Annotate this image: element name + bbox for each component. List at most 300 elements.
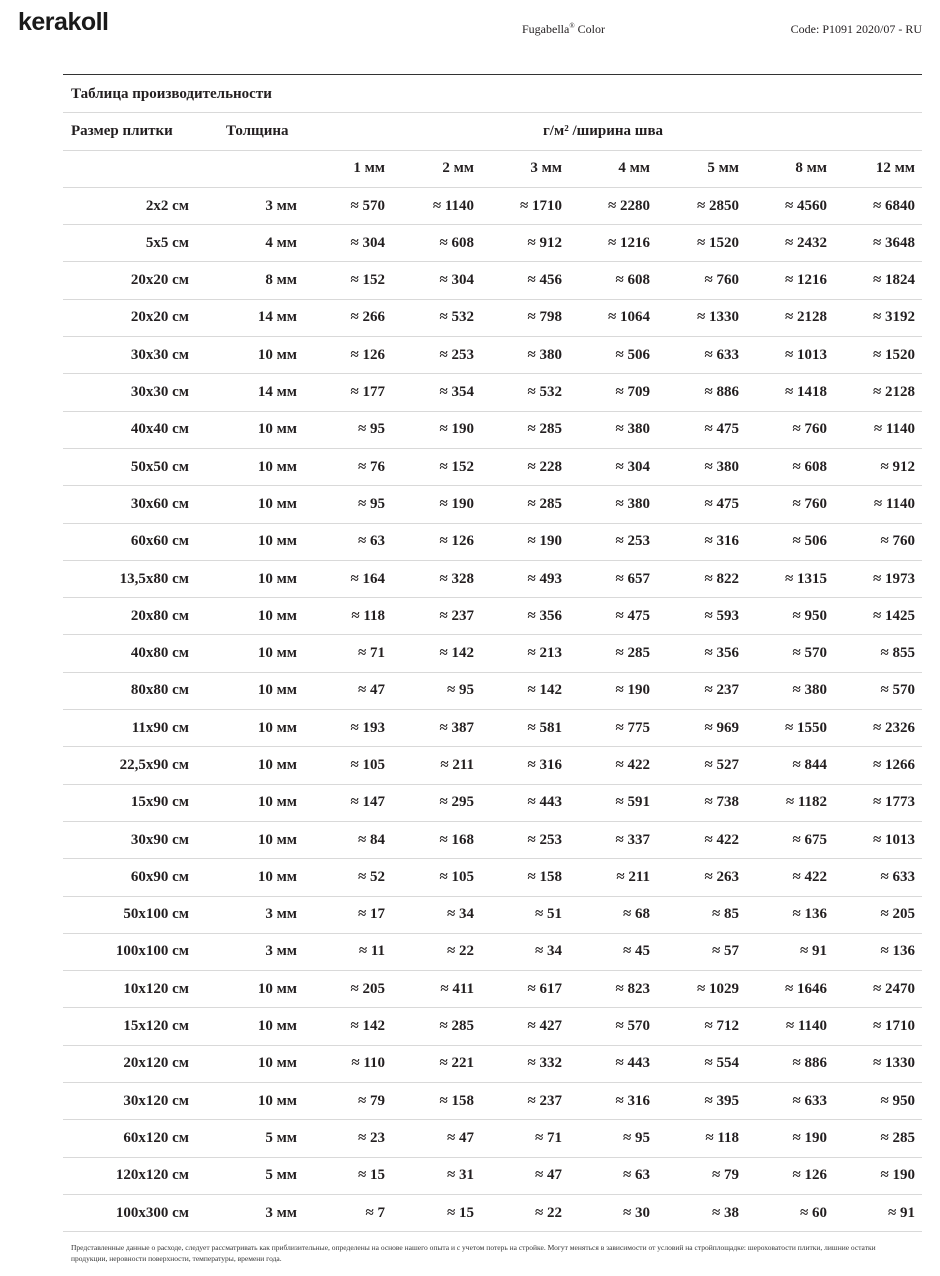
footnote: Представленные данные о расходе, следует рассматривать как приблизительные, определены на основе нашего опыта и с учетом потерь на стройке. Могут меняться в зависимости от условий на стройплощадке: шероховатости плитки, лишние остатки продукции, неровности поверхности, температуры, времени года.: [71, 1243, 876, 1263]
consumption-value-cell: ≈ 285: [615, 645, 650, 662]
table-row: [63, 1120, 922, 1157]
thickness-cell: 10 мм: [257, 756, 297, 773]
thickness-cell: 14 мм: [257, 309, 297, 326]
thickness-cell: 10 мм: [257, 682, 297, 699]
table-row: [63, 673, 922, 710]
thickness-cell: 10 мм: [257, 346, 297, 363]
consumption-value-cell: ≈ 22: [447, 943, 474, 960]
consumption-value-cell: ≈ 105: [439, 868, 474, 885]
consumption-value-cell: ≈ 126: [792, 1167, 827, 1184]
consumption-value-cell: ≈ 709: [615, 384, 650, 401]
consumption-value-cell: ≈ 152: [439, 458, 474, 475]
consumption-value-cell: ≈ 221: [439, 1055, 474, 1072]
consumption-value-cell: ≈ 443: [527, 794, 562, 811]
consumption-value-cell: ≈ 527: [704, 756, 739, 773]
consumption-value-cell: ≈ 3648: [873, 234, 915, 251]
table-row: [63, 785, 922, 822]
consumption-value-cell: ≈ 164: [350, 570, 385, 587]
consumption-value-cell: ≈ 950: [880, 1092, 915, 1109]
consumption-value-cell: ≈ 1140: [873, 421, 915, 438]
tile-size-cell: 20x80 см: [130, 607, 189, 624]
thickness-cell: 10 мм: [257, 570, 297, 587]
consumption-value-cell: ≈ 190: [792, 1129, 827, 1146]
consumption-value-cell: ≈ 136: [880, 943, 915, 960]
tile-size-cell: 13,5x80 см: [119, 570, 189, 587]
consumption-value-cell: ≈ 158: [439, 1092, 474, 1109]
column-group-header: г/м² /ширина шва: [543, 122, 664, 139]
consumption-value-cell: ≈ 168: [439, 831, 474, 848]
consumption-value-cell: ≈ 1315: [785, 570, 827, 587]
consumption-value-cell: ≈ 91: [888, 1204, 915, 1221]
table-row: [63, 337, 922, 374]
consumption-value-cell: ≈ 475: [704, 495, 739, 512]
consumption-value-cell: ≈ 152: [350, 272, 385, 289]
registered-mark: ®: [569, 22, 575, 30]
consumption-value-cell: ≈ 4560: [785, 197, 827, 214]
consumption-value-cell: ≈ 2128: [785, 309, 827, 326]
table-row: [63, 635, 922, 672]
tile-size-cell: 30x30 см: [130, 346, 189, 363]
table-row: [63, 374, 922, 411]
consumption-value-cell: ≈ 6840: [873, 197, 915, 214]
consumption-value-cell: ≈ 1646: [785, 980, 827, 997]
consumption-value-cell: ≈ 1140: [785, 1018, 827, 1035]
joint-width-header: 4 мм: [618, 160, 650, 177]
consumption-value-cell: ≈ 158: [527, 868, 562, 885]
consumption-value-cell: ≈ 31: [447, 1167, 474, 1184]
consumption-value-cell: ≈ 570: [615, 1018, 650, 1035]
consumption-value-cell: ≈ 912: [527, 234, 562, 251]
thickness-cell: 10 мм: [257, 1018, 297, 1035]
consumption-value-cell: ≈ 912: [880, 458, 915, 475]
consumption-value-cell: ≈ 822: [704, 570, 739, 587]
consumption-value-cell: ≈ 608: [615, 272, 650, 289]
consumption-value-cell: ≈ 95: [623, 1129, 650, 1146]
consumption-value-cell: ≈ 95: [358, 495, 385, 512]
consumption-value-cell: ≈ 316: [615, 1092, 650, 1109]
thickness-cell: 10 мм: [257, 868, 297, 885]
consumption-value-cell: ≈ 1140: [873, 495, 915, 512]
thickness-cell: 5 мм: [265, 1129, 297, 1146]
tile-size-cell: 22,5x90 см: [119, 756, 189, 773]
tile-size-cell: 11x90 см: [131, 719, 189, 736]
consumption-value-cell: ≈ 633: [792, 1092, 827, 1109]
consumption-value-cell: ≈ 570: [792, 645, 827, 662]
consumption-value-cell: ≈ 79: [712, 1167, 739, 1184]
consumption-value-cell: ≈ 68: [623, 906, 650, 923]
consumption-table: [63, 76, 922, 1232]
consumption-value-cell: ≈ 633: [880, 868, 915, 885]
product-name-text: Fugabella: [522, 22, 570, 36]
consumption-value-cell: ≈ 506: [615, 346, 650, 363]
table-row: [63, 897, 922, 934]
table-row: [63, 1008, 922, 1045]
product-name: [522, 22, 605, 37]
thickness-cell: 5 мм: [265, 1167, 297, 1184]
consumption-value-cell: ≈ 608: [792, 458, 827, 475]
thickness-cell: 10 мм: [257, 794, 297, 811]
tile-size-cell: 50x100 см: [123, 906, 189, 923]
thickness-cell: 4 мм: [265, 234, 297, 251]
consumption-value-cell: ≈ 285: [527, 495, 562, 512]
consumption-value-cell: ≈ 76: [358, 458, 385, 475]
table-row: [63, 524, 922, 561]
consumption-value-cell: ≈ 380: [527, 346, 562, 363]
consumption-value-cell: ≈ 2128: [873, 384, 915, 401]
tile-size-cell: 60x120 см: [123, 1129, 189, 1146]
consumption-value-cell: ≈ 47: [358, 682, 385, 699]
table-row: [63, 710, 922, 747]
tile-size-cell: 30x90 см: [130, 831, 189, 848]
joint-width-header: 3 мм: [530, 160, 562, 177]
tile-size-cell: 100x100 см: [115, 943, 189, 960]
table-row: [63, 747, 922, 784]
consumption-value-cell: ≈ 263: [704, 868, 739, 885]
consumption-value-cell: ≈ 1710: [520, 197, 562, 214]
consumption-value-cell: ≈ 387: [439, 719, 474, 736]
consumption-value-cell: ≈ 2280: [608, 197, 650, 214]
table-row: [63, 486, 922, 523]
consumption-value-cell: ≈ 47: [535, 1167, 562, 1184]
consumption-value-cell: ≈ 1520: [697, 234, 739, 251]
consumption-value-cell: ≈ 71: [535, 1129, 562, 1146]
consumption-value-cell: ≈ 532: [439, 309, 474, 326]
consumption-value-cell: ≈ 422: [704, 831, 739, 848]
consumption-value-cell: ≈ 886: [704, 384, 739, 401]
joint-width-header: 12 мм: [875, 160, 915, 177]
consumption-value-cell: ≈ 1824: [873, 272, 915, 289]
consumption-value-cell: ≈ 581: [527, 719, 562, 736]
consumption-value-cell: ≈ 1013: [785, 346, 827, 363]
column-header-thickness: Толщина: [226, 122, 289, 139]
consumption-value-cell: ≈ 237: [439, 607, 474, 624]
thickness-cell: 3 мм: [265, 943, 297, 960]
table-row: [63, 971, 922, 1008]
consumption-value-cell: ≈ 593: [704, 607, 739, 624]
consumption-value-cell: ≈ 2432: [785, 234, 827, 251]
consumption-value-cell: ≈ 15: [358, 1167, 385, 1184]
table-row: [63, 412, 922, 449]
consumption-value-cell: ≈ 506: [792, 533, 827, 550]
column-header-size: Размер плитки: [71, 122, 173, 139]
consumption-value-cell: ≈ 177: [350, 384, 385, 401]
consumption-value-cell: ≈ 1973: [873, 570, 915, 587]
consumption-value-cell: ≈ 1550: [785, 719, 827, 736]
thickness-cell: 3 мм: [265, 1204, 297, 1221]
kerakoll-logo: kerakoll: [18, 8, 109, 36]
consumption-value-cell: ≈ 1216: [608, 234, 650, 251]
consumption-value-cell: ≈ 190: [439, 421, 474, 438]
consumption-value-cell: ≈ 126: [350, 346, 385, 363]
consumption-value-cell: ≈ 84: [358, 831, 385, 848]
consumption-value-cell: ≈ 1710: [873, 1018, 915, 1035]
consumption-value-cell: ≈ 211: [440, 756, 474, 773]
consumption-value-cell: ≈ 205: [880, 906, 915, 923]
consumption-value-cell: ≈ 570: [880, 682, 915, 699]
consumption-value-cell: ≈ 118: [705, 1129, 739, 1146]
table-row: [63, 449, 922, 486]
joint-width-header: 5 мм: [707, 160, 739, 177]
consumption-value-cell: ≈ 1029: [697, 980, 739, 997]
consumption-value-cell: ≈ 126: [439, 533, 474, 550]
consumption-value-cell: ≈ 142: [439, 645, 474, 662]
consumption-value-cell: ≈ 213: [527, 645, 562, 662]
tile-size-cell: 60x60 см: [130, 533, 189, 550]
table-row: [63, 262, 922, 299]
table-header-row: [63, 113, 922, 150]
table-row: [63, 859, 922, 896]
tile-size-cell: 100x300 см: [115, 1204, 189, 1221]
tile-size-cell: 15x90 см: [130, 794, 189, 811]
consumption-value-cell: ≈ 738: [704, 794, 739, 811]
consumption-value-cell: ≈ 2326: [873, 719, 915, 736]
consumption-value-cell: ≈ 886: [792, 1055, 827, 1072]
table-row: [63, 598, 922, 635]
consumption-value-cell: ≈ 1425: [873, 607, 915, 624]
consumption-value-cell: ≈ 79: [358, 1092, 385, 1109]
consumption-value-cell: ≈ 266: [350, 309, 385, 326]
consumption-value-cell: ≈ 1140: [432, 197, 474, 214]
consumption-value-cell: ≈ 190: [880, 1167, 915, 1184]
consumption-value-cell: ≈ 380: [704, 458, 739, 475]
consumption-value-cell: ≈ 237: [527, 1092, 562, 1109]
consumption-value-cell: ≈ 760: [704, 272, 739, 289]
consumption-value-cell: ≈ 760: [880, 533, 915, 550]
table-row: [63, 934, 922, 971]
tile-size-cell: 60x90 см: [130, 868, 189, 885]
consumption-value-cell: ≈ 760: [792, 421, 827, 438]
consumption-value-cell: ≈ 17: [358, 906, 385, 923]
consumption-value-cell: ≈ 1064: [608, 309, 650, 326]
consumption-value-cell: ≈ 45: [623, 943, 650, 960]
consumption-value-cell: ≈ 1520: [873, 346, 915, 363]
consumption-value-cell: ≈ 427: [527, 1018, 562, 1035]
consumption-value-cell: ≈ 475: [615, 607, 650, 624]
thickness-cell: 10 мм: [257, 980, 297, 997]
consumption-value-cell: ≈ 775: [615, 719, 650, 736]
consumption-value-cell: ≈ 798: [527, 309, 562, 326]
consumption-value-cell: ≈ 1773: [873, 794, 915, 811]
consumption-value-cell: ≈ 190: [615, 682, 650, 699]
tile-size-cell: 10x120 см: [123, 980, 189, 997]
thickness-cell: 10 мм: [257, 1055, 297, 1072]
thickness-cell: 3 мм: [265, 197, 297, 214]
consumption-value-cell: ≈ 38: [712, 1204, 739, 1221]
thickness-cell: 10 мм: [257, 1092, 297, 1109]
consumption-value-cell: ≈ 295: [439, 794, 474, 811]
consumption-value-cell: ≈ 532: [527, 384, 562, 401]
consumption-value-cell: ≈ 285: [880, 1129, 915, 1146]
consumption-value-cell: ≈ 332: [527, 1055, 562, 1072]
consumption-value-cell: ≈ 380: [615, 495, 650, 512]
consumption-value-cell: ≈ 304: [350, 234, 385, 251]
tile-size-cell: 20x20 см: [130, 309, 189, 326]
tile-size-cell: 5x5 см: [145, 234, 189, 251]
consumption-value-cell: ≈ 211: [616, 868, 650, 885]
consumption-value-cell: ≈ 228: [527, 458, 562, 475]
consumption-value-cell: ≈ 855: [880, 645, 915, 662]
joint-width-header: 1 мм: [353, 160, 385, 177]
consumption-value-cell: ≈ 1330: [873, 1055, 915, 1072]
consumption-value-cell: ≈ 422: [792, 868, 827, 885]
consumption-value-cell: ≈ 411: [440, 980, 474, 997]
consumption-value-cell: ≈ 63: [358, 533, 385, 550]
consumption-value-cell: ≈ 11: [358, 943, 385, 960]
consumption-value-cell: ≈ 316: [527, 756, 562, 773]
consumption-value-cell: ≈ 2470: [873, 980, 915, 997]
tile-size-cell: 50x50 см: [130, 458, 189, 475]
thickness-cell: 10 мм: [257, 533, 297, 550]
table-row: [63, 300, 922, 337]
consumption-value-cell: ≈ 110: [351, 1055, 385, 1072]
consumption-value-cell: ≈ 617: [527, 980, 562, 997]
consumption-value-cell: ≈ 475: [704, 421, 739, 438]
joint-width-header: 2 мм: [442, 160, 474, 177]
tile-size-cell: 30x120 см: [123, 1092, 189, 1109]
tile-size-cell: 20x120 см: [123, 1055, 189, 1072]
table-row: [63, 1158, 922, 1195]
consumption-value-cell: ≈ 356: [704, 645, 739, 662]
joint-width-header: 8 мм: [795, 160, 827, 177]
consumption-value-cell: ≈ 253: [615, 533, 650, 550]
consumption-value-cell: ≈ 52: [358, 868, 385, 885]
table-row: [63, 1046, 922, 1083]
consumption-value-cell: ≈ 63: [623, 1167, 650, 1184]
table-row: [63, 188, 922, 225]
consumption-value-cell: ≈ 23: [358, 1129, 385, 1146]
consumption-value-cell: ≈ 1182: [785, 794, 827, 811]
consumption-value-cell: ≈ 205: [350, 980, 385, 997]
table-row: [63, 1083, 922, 1120]
table-row: [63, 561, 922, 598]
tile-size-cell: 2x2 см: [145, 197, 189, 214]
consumption-value-cell: ≈ 304: [439, 272, 474, 289]
thickness-cell: 10 мм: [257, 645, 297, 662]
consumption-value-cell: ≈ 380: [615, 421, 650, 438]
consumption-value-cell: ≈ 190: [439, 495, 474, 512]
consumption-value-cell: ≈ 633: [704, 346, 739, 363]
consumption-value-cell: ≈ 15: [447, 1204, 474, 1221]
consumption-value-cell: ≈ 823: [615, 980, 650, 997]
tile-size-cell: 15x120 см: [123, 1018, 189, 1035]
product-suffix: Color: [577, 22, 605, 36]
consumption-value-cell: ≈ 142: [527, 682, 562, 699]
consumption-value-cell: ≈ 380: [792, 682, 827, 699]
consumption-value-cell: ≈ 675: [792, 831, 827, 848]
consumption-value-cell: ≈ 285: [527, 421, 562, 438]
consumption-value-cell: ≈ 328: [439, 570, 474, 587]
consumption-value-cell: ≈ 712: [704, 1018, 739, 1035]
consumption-value-cell: ≈ 422: [615, 756, 650, 773]
header-divider: [63, 74, 922, 75]
consumption-value-cell: ≈ 47: [447, 1129, 474, 1146]
consumption-value-cell: ≈ 3192: [873, 309, 915, 326]
consumption-value-cell: ≈ 60: [800, 1204, 827, 1221]
consumption-value-cell: ≈ 7: [365, 1204, 385, 1221]
consumption-value-cell: ≈ 30: [623, 1204, 650, 1221]
tile-size-cell: 30x30 см: [130, 384, 189, 401]
consumption-value-cell: ≈ 456: [527, 272, 562, 289]
tile-size-cell: 40x80 см: [130, 645, 189, 662]
consumption-value-cell: ≈ 950: [792, 607, 827, 624]
thickness-cell: 10 мм: [257, 831, 297, 848]
consumption-value-cell: ≈ 34: [447, 906, 474, 923]
consumption-value-cell: ≈ 760: [792, 495, 827, 512]
table-row: [63, 1195, 922, 1232]
thickness-cell: 10 мм: [257, 458, 297, 475]
consumption-value-cell: ≈ 395: [704, 1092, 739, 1109]
consumption-value-cell: ≈ 190: [527, 533, 562, 550]
consumption-value-cell: ≈ 1013: [873, 831, 915, 848]
consumption-value-cell: ≈ 356: [527, 607, 562, 624]
consumption-value-cell: ≈ 193: [350, 719, 385, 736]
consumption-value-cell: ≈ 95: [447, 682, 474, 699]
consumption-value-cell: ≈ 657: [615, 570, 650, 587]
consumption-value-cell: ≈ 304: [615, 458, 650, 475]
consumption-value-cell: ≈ 34: [535, 943, 562, 960]
consumption-value-cell: ≈ 253: [527, 831, 562, 848]
consumption-value-cell: ≈ 237: [704, 682, 739, 699]
consumption-value-cell: ≈ 147: [350, 794, 385, 811]
consumption-value-cell: ≈ 443: [615, 1055, 650, 1072]
consumption-value-cell: ≈ 91: [800, 943, 827, 960]
consumption-value-cell: ≈ 51: [535, 906, 562, 923]
consumption-value-cell: ≈ 118: [351, 607, 385, 624]
consumption-value-cell: ≈ 1418: [785, 384, 827, 401]
table-caption-row: [63, 76, 922, 113]
consumption-value-cell: ≈ 285: [439, 1018, 474, 1035]
consumption-value-cell: ≈ 1216: [785, 272, 827, 289]
consumption-value-cell: ≈ 570: [350, 197, 385, 214]
consumption-value-cell: ≈ 316: [704, 533, 739, 550]
table-row: [63, 822, 922, 859]
consumption-value-cell: ≈ 1330: [697, 309, 739, 326]
thickness-cell: 10 мм: [257, 495, 297, 512]
tile-size-cell: 20x20 см: [130, 272, 189, 289]
consumption-value-cell: ≈ 22: [535, 1204, 562, 1221]
tile-size-cell: 120x120 см: [115, 1167, 189, 1184]
consumption-value-cell: ≈ 136: [792, 906, 827, 923]
consumption-value-cell: ≈ 142: [350, 1018, 385, 1035]
consumption-value-cell: ≈ 1266: [873, 756, 915, 773]
consumption-value-cell: ≈ 554: [704, 1055, 739, 1072]
consumption-value-cell: ≈ 95: [358, 421, 385, 438]
consumption-value-cell: ≈ 354: [439, 384, 474, 401]
consumption-value-cell: ≈ 2850: [697, 197, 739, 214]
table-row: [63, 225, 922, 262]
tile-size-cell: 80x80 см: [130, 682, 189, 699]
thickness-cell: 10 мм: [257, 719, 297, 736]
joint-width-row: [63, 151, 922, 188]
tile-size-cell: 30x60 см: [130, 495, 189, 512]
thickness-cell: 3 мм: [265, 906, 297, 923]
table-caption: Таблица производительности: [71, 85, 272, 102]
consumption-value-cell: ≈ 85: [712, 906, 739, 923]
thickness-cell: 10 мм: [257, 607, 297, 624]
consumption-value-cell: ≈ 57: [712, 943, 739, 960]
consumption-value-cell: ≈ 844: [792, 756, 827, 773]
thickness-cell: 8 мм: [265, 272, 297, 289]
tile-size-cell: 40x40 см: [130, 421, 189, 438]
document-code: Code: P1091 2020/07 - RU: [790, 22, 922, 36]
consumption-value-cell: ≈ 105: [350, 756, 385, 773]
consumption-value-cell: ≈ 969: [704, 719, 739, 736]
thickness-cell: 10 мм: [257, 421, 297, 438]
thickness-cell: 14 мм: [257, 384, 297, 401]
consumption-value-cell: ≈ 253: [439, 346, 474, 363]
consumption-value-cell: ≈ 493: [527, 570, 562, 587]
consumption-value-cell: ≈ 71: [358, 645, 385, 662]
